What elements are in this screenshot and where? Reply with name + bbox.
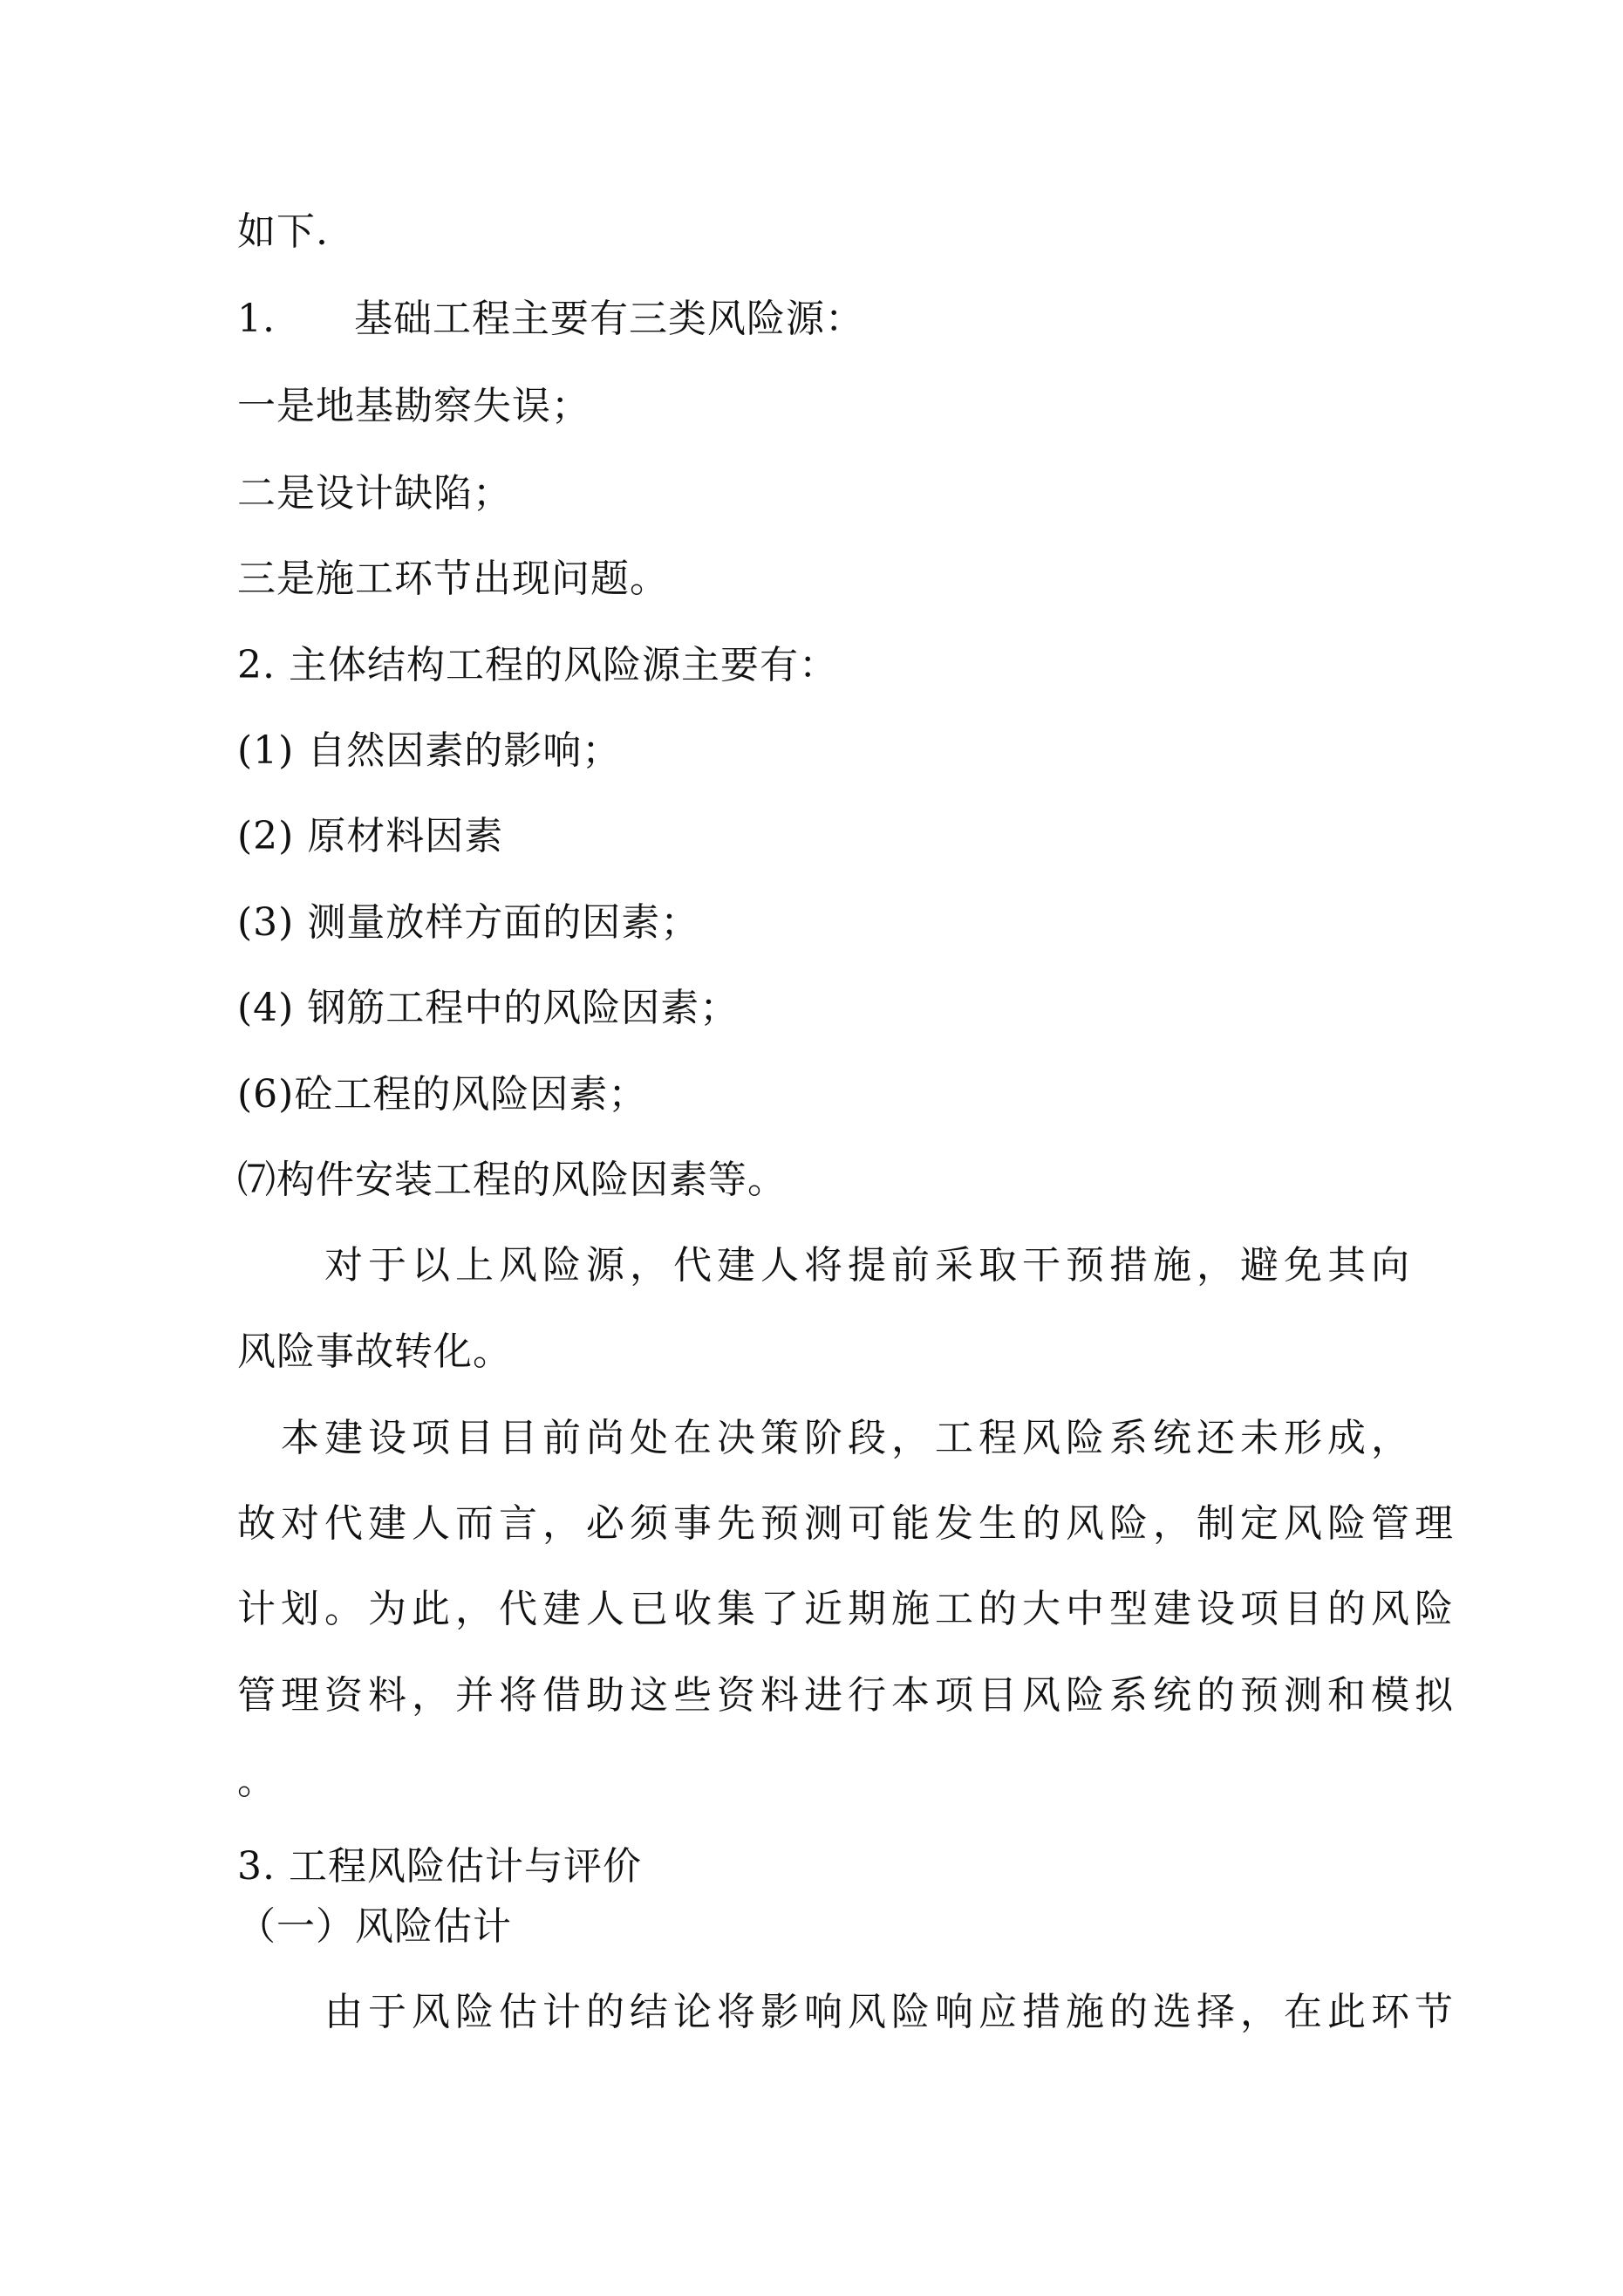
- text-line-2: 1. 基础工程主要有三类风险源：: [237, 297, 864, 341]
- text-line-18: 管理资料，并将借助这些资料进行本项目风险系统的预测和模拟: [237, 1673, 1458, 1718]
- text-line-17: 计划。为此，代建人已收集了近期施工的大中型建设项目的风险: [237, 1587, 1458, 1631]
- text-line-13: 对于以上风险源，代建人将提前采取干预措施，避免其向: [237, 1243, 1415, 1288]
- text-line-10: (4) 钢筋工程中的风险因素；: [237, 986, 740, 1030]
- text-line-14: 风险事故转化。: [237, 1329, 512, 1374]
- text-line-8: (2) 原材料因素: [237, 814, 504, 858]
- text-line-21: （一）风险估计: [237, 1904, 512, 1949]
- text-line-5: 三是施工环节出现问题。: [237, 557, 669, 601]
- text-line-19: 。: [237, 1759, 276, 1803]
- text-line-9: (3) 测量放样方面的因素；: [237, 900, 700, 945]
- text-line-20: 3. 工程风险估计与评价: [237, 1844, 642, 1889]
- text-line-7: (1) 自然因素的影响；: [237, 728, 622, 773]
- text-line-12: ⑺构件安装工程的风险因素等。: [237, 1158, 787, 1202]
- text-line-11: (6)砼工程的风险因素；: [237, 1072, 648, 1117]
- text-line-22: 由于风险估计的结论将影响风险响应措施的选择，在此环节: [237, 1990, 1458, 2034]
- text-line-1: 如下.: [237, 209, 329, 254]
- text-line-6: 2. 主体结构工程的风险源主要有：: [237, 643, 838, 687]
- text-line-15: 本建设项目目前尚处在决策阶段，工程风险系统还未形成，: [237, 1416, 1415, 1460]
- text-line-3: 一是地基勘察失误；: [237, 384, 590, 428]
- text-line-16: 故对代建人而言，必须事先预测可能发生的风险，制定风险管理: [237, 1501, 1458, 1546]
- text-line-4: 二是设计缺陷；: [237, 471, 512, 516]
